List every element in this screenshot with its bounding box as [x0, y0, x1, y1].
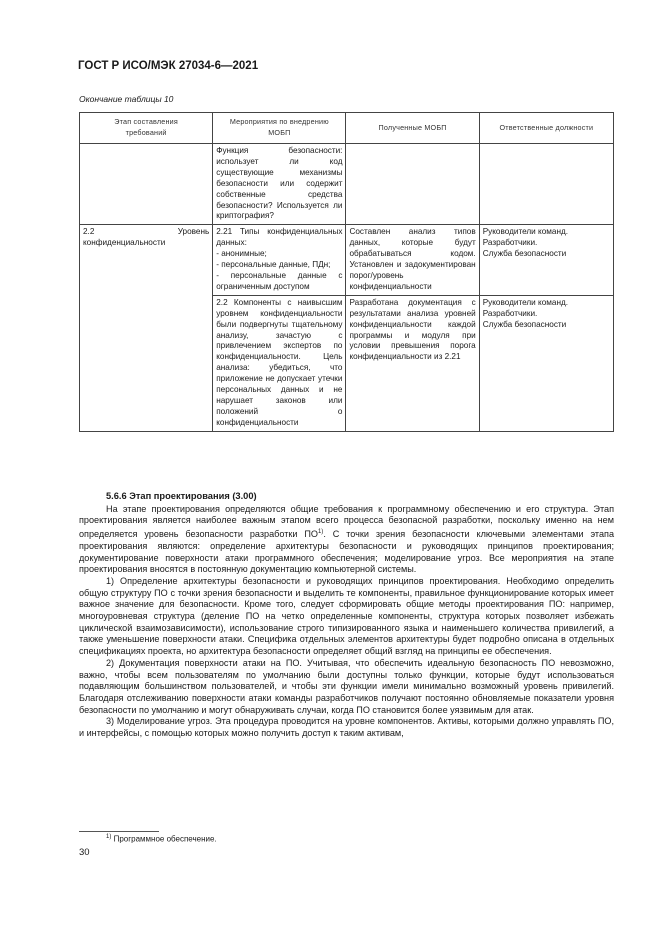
paragraph [79, 504, 614, 576]
section-body [79, 491, 614, 740]
column-header-measures: Мероприятия по внедрению МОБП [213, 113, 346, 144]
paragraph: 3) Моделирование угроз. Эта процедура проводится на уровне компонентов. Активы, которыми должно управлять ПО, и интерфейсы, с помощью которых можно получить доступ к таким активам, [79, 716, 614, 739]
footnote-divider [79, 831, 159, 832]
table-cell: Функция безопасности: использует ли код существующие механизмы безопасности или содержит собственные средства безопасности? Используется ли криптография? [213, 144, 346, 225]
footnote-text: Программное обеспечение. [111, 834, 217, 844]
column-header-results: Полученные МОБП [346, 113, 479, 144]
table-cell: 2.2 Компоненты с наивысшим уровнем конфиденциальности были подвергнуты тщательному анализу, зачастую с привлечением экспертов по конфиденциальности. Цель анализа: убедиться, что приложение не допускает утечки персональных данных и не нарушает законов или положений о конфиденциальности [213, 295, 346, 431]
paragraph-text: На этапе проектирования определяются общие требования к программному обеспечению и его структура. Этап проектирования является наиболее важным этапом всего процесса безопасной разработки, поскольку именно на нем определяется уровень безопасности разработки ПО [79, 503, 614, 540]
table-caption: Окончание таблицы 10 [79, 94, 174, 104]
column-header-roles: Ответственные должности [479, 113, 613, 144]
table-cell [80, 144, 213, 225]
section-heading: 5.6.6 Этап проектирования (3.00) [106, 491, 257, 501]
table-header-row [80, 113, 614, 144]
table-row [80, 144, 614, 225]
document-header: ГОСТ Р ИСО/МЭК 27034-6—2021 [78, 60, 259, 72]
table-cell: Составлен анализ типов данных, которые будут обрабатываться кодом. Установлен и задокументирован порог/уровень конфиденциальности [346, 225, 479, 295]
page-number: 30 [79, 847, 90, 858]
table-cell [479, 144, 613, 225]
footnote-ref: 1) [317, 529, 324, 536]
table-cell [346, 144, 479, 225]
table-cell: Разработана документация с результатами анализа уровней конфиденциальности каждой программы и модуля при условии превышения порога конфиденциальности из 2.21 [346, 295, 479, 431]
footnote-mark: 1) [106, 834, 112, 840]
footnote [106, 834, 217, 844]
table-cell: Руководители команд. Разработчики. Служба безопасности [479, 225, 613, 295]
table-cell: 2.2 Уровень конфиденциальности [80, 225, 213, 431]
table-cell: Руководители команд. Разработчики. Служба безопасности [479, 295, 613, 431]
paragraph: 1) Определение архитектуры безопасности и руководящих принципов проектирования. Необходимо определить общую структуру ПО с точки зрения безопасности и выделить те компоненты, правильное функционирование которых имеет важное значение для безопасности. Кроме того, следует сформировать общие методы проектирования ПО: например, многоуровневая структура (деление ПО на четко определенные компоненты, структура которых позволяет избежать циклической взаимозависимости), использование строго типизированного языка и наименьшего количества привилегий, а также уменьшение поверхности атаки. Специфика отдельных элементов архитектуры будет подробно описана в отдельных спецификациях проекта, но архитектура безопасности определяет общий взгляд на принципы ее обеспечения. [79, 575, 614, 657]
table-10 [79, 112, 614, 432]
table-row [80, 225, 614, 295]
column-header-stage: Этап составления требований [80, 113, 213, 144]
table-cell: 2.21 Типы конфиденциальных данных: - анонимные; - персональные данные, ПДн; - персональные данные с ограниченным доступом [213, 225, 346, 295]
paragraph-text: . С точки зрения безопасности ключевыми элементами этапа проектирования являются: определение архитектуры безопасности и руководящих принципов проектирования; документирование поверхности атаки программного обеспечения; моделирование угроз. Все мероприятия на этапе проектирования вносятся в постоянную документацию компьютерной системы. [79, 529, 615, 575]
paragraph: 2) Документация поверхности атаки на ПО. Учитывая, что обеспечить идеальную безопасность ПО невозможно, важно, чтобы всем пользователям по умолчанию были доступны только функции, которые будут использоваться подавляющим большинством пользователей, и чтобы эти функции имели минимально возможный уровень привилегий. Благодаря отслеживанию поверхности атаки команды разработчиков получают постоянно обновляемые показатели уровня безопасности по умолчанию и могут обнаруживать случаи, когда ПО становится более уязвимым для атак. [79, 657, 614, 715]
